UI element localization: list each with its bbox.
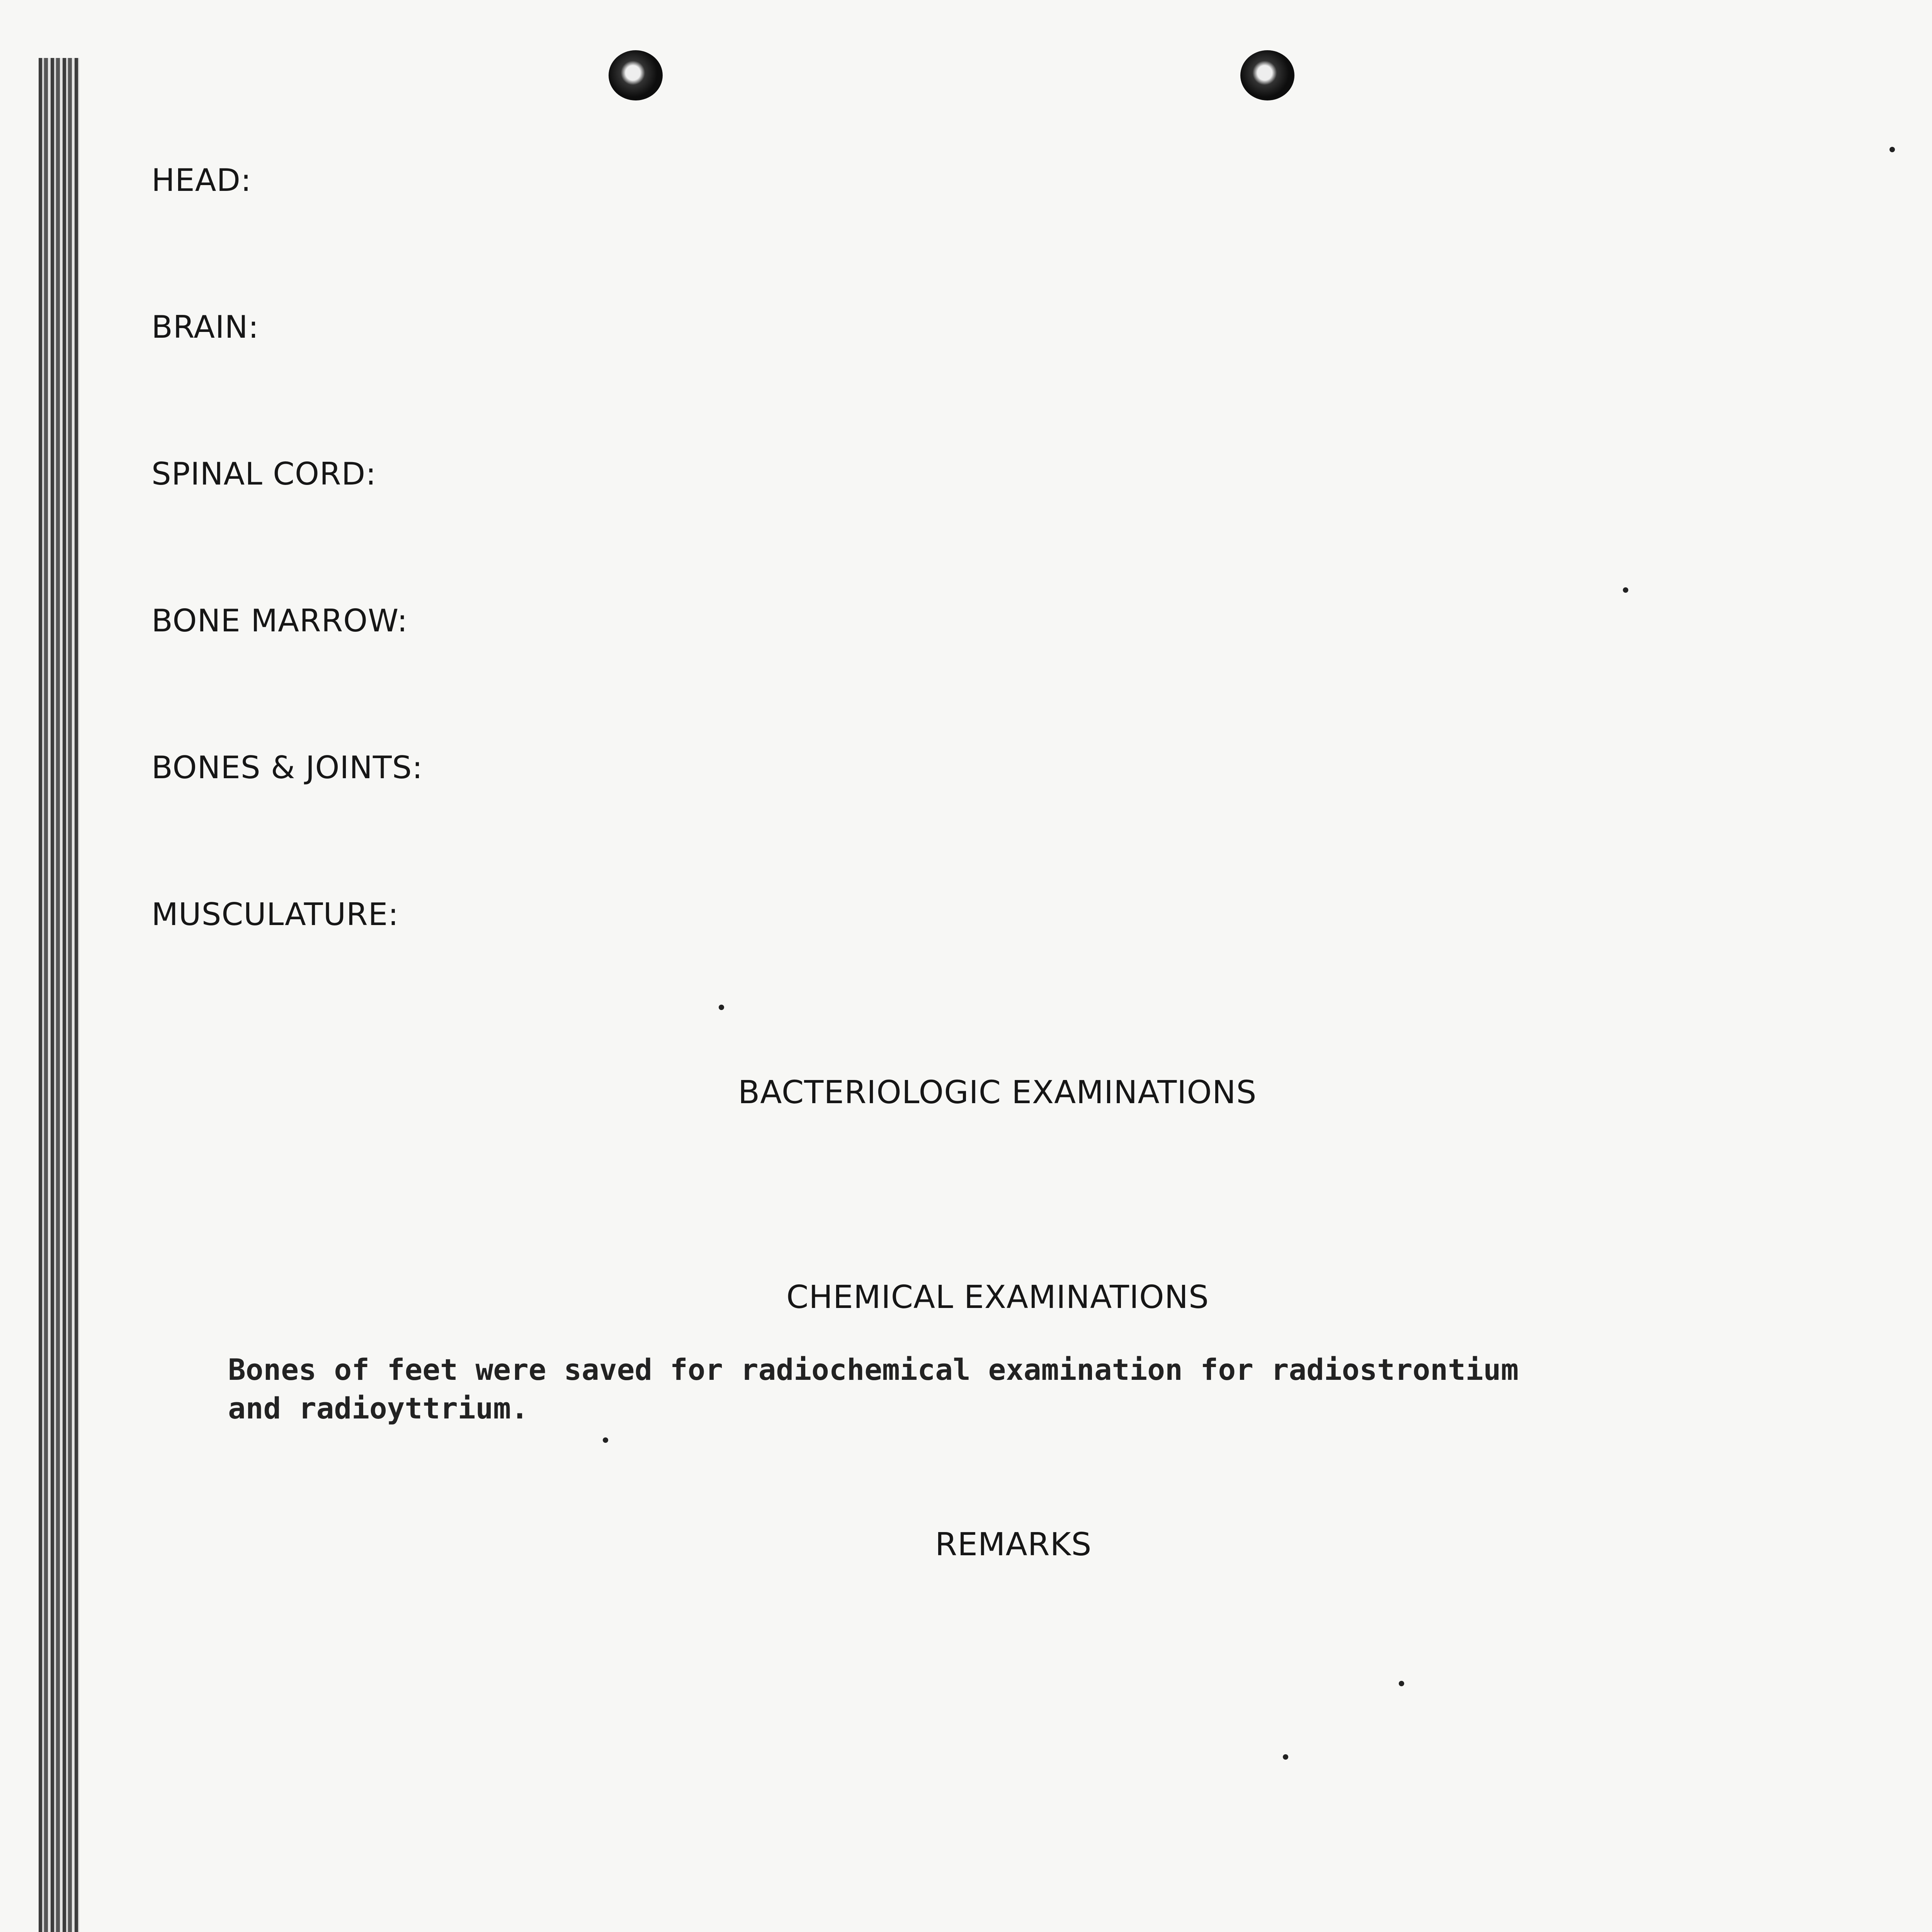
heading-bacteriologic-examinations: BACTERIOLOGIC EXAMINATIONS	[738, 1074, 1257, 1111]
heading-remarks: REMARKS	[935, 1526, 1092, 1563]
scan-edge-left	[39, 58, 79, 1932]
field-musculature: MUSCULATURE:	[151, 896, 399, 932]
chemical-examination-note: Bones of feet were saved for radiochemical examination for radiostrontium and radioyttrium.	[228, 1352, 1519, 1425]
scan-speck	[1399, 1681, 1404, 1686]
field-brain: BRAIN:	[151, 309, 259, 345]
punch-hole-left	[609, 50, 663, 100]
scan-speck	[1623, 587, 1628, 593]
punch-hole-right	[1240, 50, 1294, 100]
scan-speck	[603, 1437, 608, 1443]
scan-speck	[1889, 147, 1895, 152]
field-bones-joints: BONES & JOINTS:	[151, 750, 423, 786]
field-spinal-cord: SPINAL CORD:	[151, 456, 377, 492]
heading-chemical-examinations: CHEMICAL EXAMINATIONS	[786, 1279, 1209, 1316]
field-head: HEAD:	[151, 162, 252, 198]
scan-speck	[1283, 1754, 1288, 1760]
field-bone-marrow: BONE MARROW:	[151, 603, 408, 639]
scan-speck	[719, 1005, 724, 1010]
